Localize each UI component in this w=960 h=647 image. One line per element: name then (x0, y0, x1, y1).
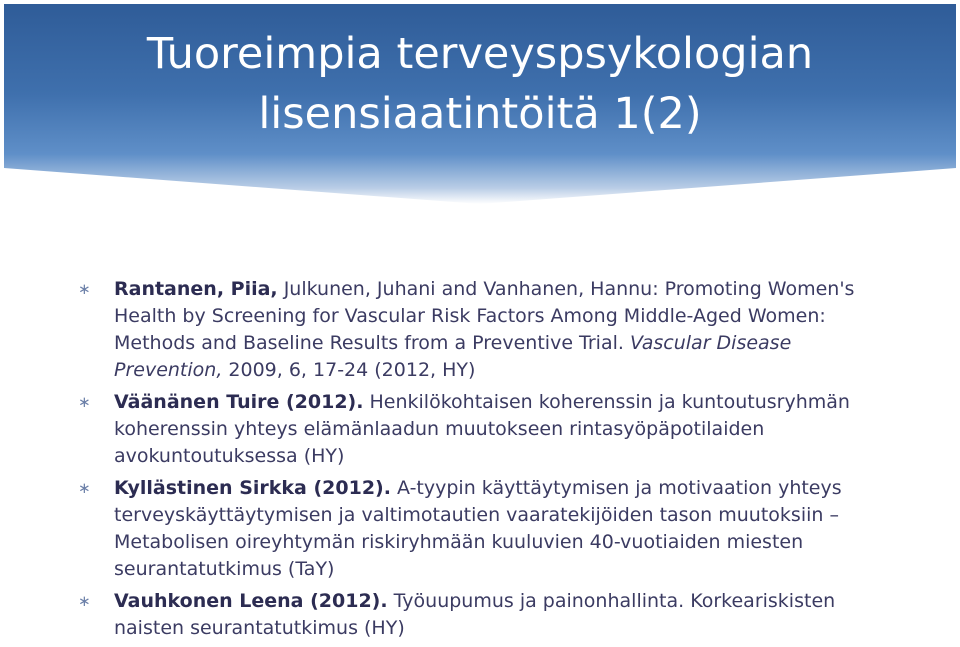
author-name: Vauhkonen Leena (2012). (114, 590, 388, 612)
author-name: Kyllästinen Sirkka (2012). (114, 477, 391, 499)
journal-name: Vascular Disease Prevention, (114, 332, 792, 381)
slide-title-line-2: lisensiaatintöitä 1(2) (258, 89, 702, 139)
reference-text: Henkilökohtaisen koherenssin ja kuntoutusryhmän koherenssin yhteys elämänlaadun muutokseen rintasyöpäpotilaiden avokuntoutuksessa (HY) (114, 391, 850, 467)
author-name: Väänänen Tuire (2012). (114, 391, 364, 413)
asterisk-bullet-icon: ∗ (78, 393, 91, 411)
asterisk-bullet-icon: ∗ (78, 592, 91, 610)
list-item (78, 588, 888, 642)
reference-text: Julkunen, Juhani and Vanhanen, Hannu: Promoting Women's Health by Screening for Vascular Risk Factors Among Middle-Aged Women: Methods and Baseline Results from a Preventive Trial. (114, 278, 855, 354)
list-item (78, 276, 888, 384)
list-item (78, 389, 888, 470)
reference-text: Työuupumus ja painonhallinta. Korkeariskisten naisten seurantatutkimus (HY) (114, 590, 836, 639)
slide-title (0, 24, 960, 144)
asterisk-bullet-icon: ∗ (78, 280, 91, 298)
list-item (78, 475, 888, 583)
author-name: Rantanen, Piia, (114, 278, 278, 300)
asterisk-bullet-icon: ∗ (78, 479, 91, 497)
reference-list (78, 276, 888, 647)
reference-details: 2009, 6, 17-24 (2012, HY) (222, 359, 476, 381)
slide-title-line-1: Tuoreimpia terveyspsykologian (146, 29, 814, 79)
reference-text: A-tyypin käyttäytymisen ja motivaation yhteys terveyskäyttäytymisen ja valtimotautien vaaratekijöiden tason muutoksiin – Metabolisen oireyhtymän riskiryhmään kuuluvien 40-vuotiaiden miesten seurantatutkimus (TaY) (114, 477, 842, 580)
